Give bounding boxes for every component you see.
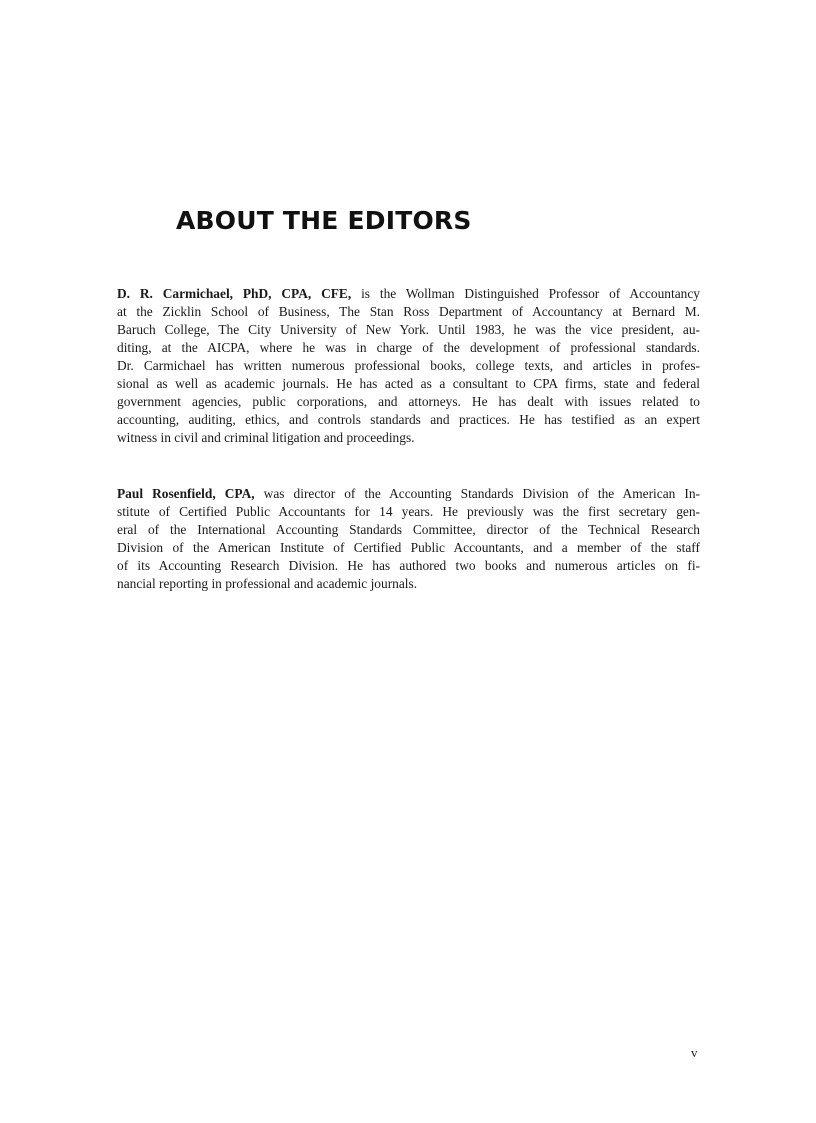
bio-line: eral of the International Accounting Standards Committee, director of the Technical Research	[117, 522, 700, 537]
bio-line: government agencies, public corporations, and attorneys. He has dealt with issues related to	[117, 394, 700, 409]
bio-line: Division of the American Institute of Certified Public Accountants, and a member of the staff	[117, 540, 700, 555]
bio-line: Dr. Carmichael has written numerous professional books, college texts, and articles in profes-	[117, 358, 700, 373]
page-number: v	[691, 1045, 698, 1060]
bio-line	[117, 285, 700, 303]
editor-bio-carmichael	[117, 285, 700, 447]
editor-name: D. R. Carmichael, PhD, CPA, CFE,	[117, 286, 352, 301]
bio-line: witness in civil and criminal litigation and proceedings.	[117, 430, 415, 445]
editor-name: Paul Rosenfield, CPA,	[117, 486, 255, 501]
bio-text: is the Wollman Distinguished Professor of Accountancy	[351, 286, 700, 301]
bio-line: sional as well as academic journals. He has acted as a consultant to CPA firms, state and federal	[117, 376, 700, 391]
bio-line: diting, at the AICPA, where he was in charge of the development of professional standards.	[117, 340, 700, 355]
bio-line	[117, 485, 700, 503]
bio-line: stitute of Certified Public Accountants for 14 years. He previously was the first secretary gen-	[117, 504, 700, 519]
page-title: ABOUT THE EDITORS	[176, 206, 472, 235]
bio-line: at the Zicklin School of Business, The Stan Ross Department of Accountancy at Bernard M.	[117, 304, 700, 319]
bio-line: accounting, auditing, ethics, and controls standards and practices. He has testified as an expert	[117, 412, 700, 427]
bio-text: was director of the Accounting Standards Division of the American In-	[254, 486, 700, 501]
bio-line: nancial reporting in professional and academic journals.	[117, 576, 418, 591]
bio-line: of its Accounting Research Division. He has authored two books and numerous articles on fi-	[117, 558, 700, 573]
editor-bio-rosenfield	[117, 485, 700, 593]
bio-line: Baruch College, The City University of New York. Until 1983, he was the vice president, au-	[117, 322, 700, 337]
